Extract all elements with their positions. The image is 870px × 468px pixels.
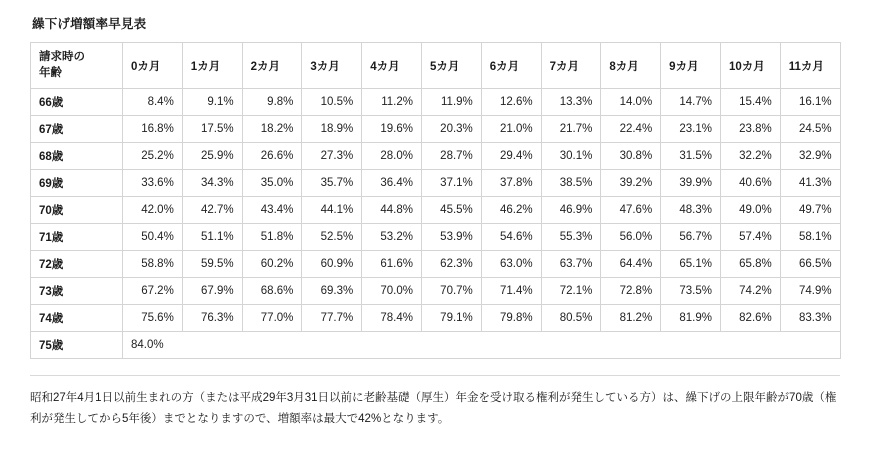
- rate-cell: 49.0%: [720, 197, 780, 224]
- rate-cell: 11.2%: [362, 89, 422, 116]
- rate-cell: 74.9%: [780, 278, 840, 305]
- footnote-text: 昭和27年4月1日以前生まれの方（または平成29年3月31日以前に老齢基礎（厚生）年金を受け取る権利が発生している方）は、繰下げの上限年齢が70歳（権利が発生してから5年後）までとなりますので、増額率は最大で42%となります。: [30, 392, 837, 426]
- rate-cell: 32.9%: [780, 143, 840, 170]
- rate-cell: 13.3%: [541, 89, 601, 116]
- rate-cell: 44.8%: [362, 197, 422, 224]
- rate-cell: 67.9%: [182, 278, 242, 305]
- row-header-age: 72歳: [31, 251, 123, 278]
- row-header-age: 67歳: [31, 116, 123, 143]
- table-row: [31, 278, 841, 305]
- column-header-month-1: 1カ月: [182, 43, 242, 89]
- row-header-age: 75歳: [31, 332, 123, 359]
- rate-cell: 30.8%: [601, 143, 661, 170]
- table-row: [31, 170, 841, 197]
- rate-cell: 20.3%: [421, 116, 481, 143]
- row-header-age: 71歳: [31, 224, 123, 251]
- corner-header: [31, 43, 123, 89]
- rate-cell: 48.3%: [661, 197, 721, 224]
- rate-cell: 50.4%: [123, 224, 183, 251]
- column-header-month-10: 10カ月: [720, 43, 780, 89]
- rate-cell: 49.7%: [780, 197, 840, 224]
- column-header-month-11: 11カ月: [780, 43, 840, 89]
- column-header-month-9: 9カ月: [661, 43, 721, 89]
- rate-cell: 19.6%: [362, 116, 422, 143]
- rate-cell: 75.6%: [123, 305, 183, 332]
- rate-cell: 25.2%: [123, 143, 183, 170]
- rate-cell: 33.6%: [123, 170, 183, 197]
- rate-cell: 53.2%: [362, 224, 422, 251]
- rate-cell: 61.6%: [362, 251, 422, 278]
- rate-cell: 70.0%: [362, 278, 422, 305]
- rate-cell: 77.0%: [242, 305, 302, 332]
- column-header-month-0: 0カ月: [123, 43, 183, 89]
- rate-cell: 11.9%: [421, 89, 481, 116]
- column-header-month-7: 7カ月: [541, 43, 601, 89]
- table-row: [31, 305, 841, 332]
- rate-cell: 60.9%: [302, 251, 362, 278]
- rate-cell: 45.5%: [421, 197, 481, 224]
- table-row: [31, 116, 841, 143]
- rate-cell: 73.5%: [661, 278, 721, 305]
- rate-cell: 25.9%: [182, 143, 242, 170]
- rate-cell: 43.4%: [242, 197, 302, 224]
- page-title: 繰下げ増額率早見表: [32, 17, 147, 31]
- rate-cell: 72.8%: [601, 278, 661, 305]
- row-header-age: 70歳: [31, 197, 123, 224]
- rate-cell: 60.2%: [242, 251, 302, 278]
- rate-cell: 58.8%: [123, 251, 183, 278]
- rate-cell: 68.6%: [242, 278, 302, 305]
- rate-cell: 80.5%: [541, 305, 601, 332]
- row-header-age: 66歳: [31, 89, 123, 116]
- rate-cell: 9.8%: [242, 89, 302, 116]
- rate-cell: 72.1%: [541, 278, 601, 305]
- table-header-row: [31, 43, 841, 89]
- rate-cell: 21.7%: [541, 116, 601, 143]
- rate-cell: 62.3%: [421, 251, 481, 278]
- rate-cell: 63.0%: [481, 251, 541, 278]
- rate-cell: 84.0%: [123, 332, 841, 359]
- rate-cell: 14.0%: [601, 89, 661, 116]
- rate-cell: 82.6%: [720, 305, 780, 332]
- rate-cell: 30.1%: [541, 143, 601, 170]
- rate-cell: 40.6%: [720, 170, 780, 197]
- rate-cell: 53.9%: [421, 224, 481, 251]
- rate-cell: 28.0%: [362, 143, 422, 170]
- table-row: [31, 251, 841, 278]
- rate-cell: 27.3%: [302, 143, 362, 170]
- rate-cell: 28.7%: [421, 143, 481, 170]
- column-header-month-6: 6カ月: [481, 43, 541, 89]
- column-header-month-4: 4カ月: [362, 43, 422, 89]
- rate-cell: 64.4%: [601, 251, 661, 278]
- rate-cell: 65.8%: [720, 251, 780, 278]
- corner-header-line2: 年齢: [39, 66, 62, 79]
- table-row: [31, 197, 841, 224]
- rate-cell: 51.8%: [242, 224, 302, 251]
- rate-cell: 81.2%: [601, 305, 661, 332]
- rate-cell: 22.4%: [601, 116, 661, 143]
- rate-cell: 34.3%: [182, 170, 242, 197]
- row-header-age: 74歳: [31, 305, 123, 332]
- rate-cell: 77.7%: [302, 305, 362, 332]
- rate-cell: 63.7%: [541, 251, 601, 278]
- table-body: [31, 89, 841, 359]
- rate-cell: 35.7%: [302, 170, 362, 197]
- rate-cell: 65.1%: [661, 251, 721, 278]
- rate-cell: 46.9%: [541, 197, 601, 224]
- table-header: [31, 43, 841, 89]
- rate-cell: 70.7%: [421, 278, 481, 305]
- rate-cell: 23.8%: [720, 116, 780, 143]
- footnote: [30, 375, 840, 431]
- row-header-age: 69歳: [31, 170, 123, 197]
- rate-cell: 56.7%: [661, 224, 721, 251]
- rate-cell: 18.2%: [242, 116, 302, 143]
- rate-cell: 39.2%: [601, 170, 661, 197]
- rate-cell: 16.1%: [780, 89, 840, 116]
- rate-cell: 59.5%: [182, 251, 242, 278]
- column-header-month-3: 3カ月: [302, 43, 362, 89]
- rate-cell: 37.8%: [481, 170, 541, 197]
- table-row: [31, 332, 841, 359]
- rate-cell: 23.1%: [661, 116, 721, 143]
- rate-cell: 67.2%: [123, 278, 183, 305]
- rate-cell: 8.4%: [123, 89, 183, 116]
- column-header-month-8: 8カ月: [601, 43, 661, 89]
- rate-cell: 32.2%: [720, 143, 780, 170]
- rate-cell: 69.3%: [302, 278, 362, 305]
- rate-cell: 74.2%: [720, 278, 780, 305]
- rate-cell: 41.3%: [780, 170, 840, 197]
- rate-cell: 52.5%: [302, 224, 362, 251]
- rate-cell: 44.1%: [302, 197, 362, 224]
- rate-cell: 66.5%: [780, 251, 840, 278]
- rate-cell: 29.4%: [481, 143, 541, 170]
- rate-cell: 79.1%: [421, 305, 481, 332]
- rate-cell: 31.5%: [661, 143, 721, 170]
- corner-header-line1: 請求時の: [39, 50, 85, 63]
- rate-cell: 76.3%: [182, 305, 242, 332]
- rate-cell: 18.9%: [302, 116, 362, 143]
- row-header-age: 73歳: [31, 278, 123, 305]
- rate-cell: 46.2%: [481, 197, 541, 224]
- rate-cell: 71.4%: [481, 278, 541, 305]
- rate-cell: 17.5%: [182, 116, 242, 143]
- rate-cell: 83.3%: [780, 305, 840, 332]
- rate-cell: 37.1%: [421, 170, 481, 197]
- rate-cell: 54.6%: [481, 224, 541, 251]
- table-row: [31, 224, 841, 251]
- rate-cell: 56.0%: [601, 224, 661, 251]
- rate-cell: 42.0%: [123, 197, 183, 224]
- rate-cell: 21.0%: [481, 116, 541, 143]
- table-row: [31, 89, 841, 116]
- deferral-rate-table: [30, 42, 841, 359]
- rate-cell: 36.4%: [362, 170, 422, 197]
- column-header-month-2: 2カ月: [242, 43, 302, 89]
- row-header-age: 68歳: [31, 143, 123, 170]
- rate-cell: 78.4%: [362, 305, 422, 332]
- rate-cell: 55.3%: [541, 224, 601, 251]
- table-row: [31, 143, 841, 170]
- rate-cell: 38.5%: [541, 170, 601, 197]
- rate-cell: 15.4%: [720, 89, 780, 116]
- rate-cell: 12.6%: [481, 89, 541, 116]
- rate-cell: 10.5%: [302, 89, 362, 116]
- rate-cell: 47.6%: [601, 197, 661, 224]
- rate-cell: 39.9%: [661, 170, 721, 197]
- rate-cell: 81.9%: [661, 305, 721, 332]
- rate-cell: 35.0%: [242, 170, 302, 197]
- rate-cell: 51.1%: [182, 224, 242, 251]
- rate-cell: 58.1%: [780, 224, 840, 251]
- rate-cell: 26.6%: [242, 143, 302, 170]
- rate-cell: 79.8%: [481, 305, 541, 332]
- rate-cell: 9.1%: [182, 89, 242, 116]
- rate-cell: 42.7%: [182, 197, 242, 224]
- rate-cell: 16.8%: [123, 116, 183, 143]
- column-header-month-5: 5カ月: [421, 43, 481, 89]
- rate-cell: 57.4%: [720, 224, 780, 251]
- rate-cell: 14.7%: [661, 89, 721, 116]
- rate-cell: 24.5%: [780, 116, 840, 143]
